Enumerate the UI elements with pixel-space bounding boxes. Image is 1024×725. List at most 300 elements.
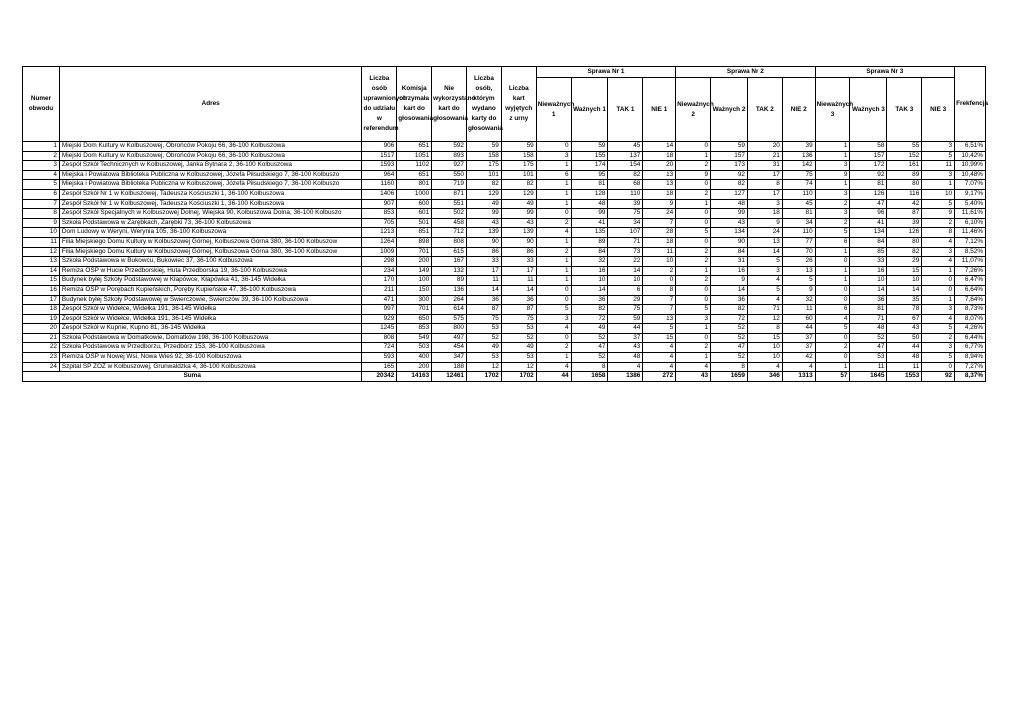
sum-cell: 57 <box>815 372 850 382</box>
table-cell: 2 <box>676 257 711 267</box>
header-komisja-otrzymala: Komisja otrzymała kart do głosowania <box>397 67 432 142</box>
table-cell: 705 <box>362 218 397 228</box>
table-cell: 36 <box>850 295 887 305</box>
table-cell: 53 <box>467 324 502 334</box>
table-cell: 549 <box>397 333 432 343</box>
table-cell: 0 <box>536 142 571 152</box>
cell-numer-obwodu: 22 <box>23 343 60 353</box>
table-cell: 157 <box>850 151 887 161</box>
table-cell: 36 <box>711 295 748 305</box>
table-cell: 82 <box>608 170 643 180</box>
table-cell: 75 <box>501 314 536 324</box>
table-cell: 129 <box>467 189 502 199</box>
table-cell: 68 <box>608 180 643 190</box>
table-cell: 6 <box>536 170 571 180</box>
cell-numer-obwodu: 10 <box>23 228 60 238</box>
table-cell: 32 <box>571 257 608 267</box>
header-niewazne-2: Nieważnych 2 <box>676 78 711 142</box>
table-cell: 898 <box>397 237 432 247</box>
table-cell: 45 <box>608 142 643 152</box>
table-cell: 4 <box>922 314 955 324</box>
table-cell: 81 <box>850 305 887 315</box>
table-cell: 16 <box>711 266 748 276</box>
table-cell: 75 <box>608 305 643 315</box>
cell-adres: Dom Ludowy w Weryni, Werynia 105, 36-100 Kolbuszowa <box>59 228 362 238</box>
table-cell: 5 <box>747 257 782 267</box>
table-cell: 1 <box>536 353 571 363</box>
table-cell: 1264 <box>362 237 397 247</box>
table-cell: 6 <box>815 237 850 247</box>
table-cell: 0 <box>676 237 711 247</box>
table-cell: 7,64% <box>955 295 986 305</box>
table-cell: 39 <box>887 218 922 228</box>
table-cell: 0 <box>676 285 711 295</box>
cell-adres: Miejski Dom Kultury w Kolbuszowej, Obrońców Pokoju 66, 36-100 Kolbuszowa <box>59 142 362 152</box>
cell-numer-obwodu: 7 <box>23 199 60 209</box>
header-wazne-2: Ważnych 2 <box>711 78 748 142</box>
table-cell: 11 <box>467 276 502 286</box>
table-cell: 497 <box>432 333 467 343</box>
cell-numer-obwodu: 12 <box>23 247 60 257</box>
table-cell: 84 <box>850 237 887 247</box>
table-cell: 10,42% <box>955 151 986 161</box>
table-row <box>23 266 986 276</box>
table-cell: 6,64% <box>955 285 986 295</box>
table-row <box>23 314 986 324</box>
table-row <box>23 295 986 305</box>
cell-numer-obwodu: 1 <box>23 142 60 152</box>
table-cell: 132 <box>432 266 467 276</box>
table-cell: 43 <box>608 343 643 353</box>
table-row <box>23 237 986 247</box>
table-row <box>23 199 986 209</box>
header-tak-2: TAK 2 <box>747 78 782 142</box>
table-cell: 29 <box>608 295 643 305</box>
table-cell: 18 <box>747 209 782 219</box>
table-row <box>23 209 986 219</box>
table-cell: 18 <box>643 189 676 199</box>
table-cell: 601 <box>397 209 432 219</box>
table-cell: 1 <box>536 189 571 199</box>
table-cell: 471 <box>362 295 397 305</box>
cell-numer-obwodu: 6 <box>23 189 60 199</box>
table-cell: 99 <box>501 209 536 219</box>
table-cell: 41 <box>850 218 887 228</box>
cell-numer-obwodu: 4 <box>23 170 60 180</box>
table-cell: 44 <box>782 324 815 334</box>
table-cell: 89 <box>887 170 922 180</box>
table-cell: 8 <box>747 324 782 334</box>
table-cell: 21 <box>747 151 782 161</box>
table-cell: 4 <box>922 257 955 267</box>
table-cell: 82 <box>501 180 536 190</box>
table-cell: 13 <box>747 237 782 247</box>
table-cell: 5 <box>536 305 571 315</box>
table-cell: 16 <box>571 266 608 276</box>
table-cell: 2 <box>536 247 571 257</box>
cell-numer-obwodu: 24 <box>23 362 60 372</box>
table-cell: 719 <box>432 180 467 190</box>
table-cell: 8 <box>922 228 955 238</box>
table-cell: 34 <box>782 218 815 228</box>
table-cell: 4 <box>676 362 711 372</box>
table-cell: 347 <box>432 353 467 363</box>
referendum-results-sheet <box>22 66 989 382</box>
sum-cell: 1313 <box>782 372 815 382</box>
table-cell: 575 <box>432 314 467 324</box>
table-cell: 86 <box>467 247 502 257</box>
table-cell: 11,07% <box>955 257 986 267</box>
table-cell: 997 <box>362 305 397 315</box>
table-cell: 47 <box>850 343 887 353</box>
header-karty-wyjete: Liczba kart wyjętych z urny <box>501 67 536 142</box>
table-cell: 14 <box>711 285 748 295</box>
table-cell: 0 <box>676 180 711 190</box>
cell-adres: Remiza OSP w Porębach Kupieńskich, Poręby Kupieńskie 47, 36-100 Kolbuszowa <box>59 285 362 295</box>
table-cell: 110 <box>782 189 815 199</box>
table-cell: 3 <box>747 199 782 209</box>
table-cell: 75 <box>608 209 643 219</box>
table-cell: 0 <box>536 285 571 295</box>
table-cell: 0 <box>815 333 850 343</box>
table-cell: 59 <box>711 142 748 152</box>
table-cell: 99 <box>711 209 748 219</box>
table-row <box>23 218 986 228</box>
table-cell: 4 <box>643 343 676 353</box>
table-cell: 906 <box>362 142 397 152</box>
cell-numer-obwodu: 17 <box>23 295 60 305</box>
table-cell: 45 <box>782 199 815 209</box>
table-cell: 150 <box>397 285 432 295</box>
table-cell: 154 <box>608 161 643 171</box>
table-cell: 158 <box>501 151 536 161</box>
sum-label: Suma <box>23 372 362 382</box>
table-cell: 503 <box>397 343 432 353</box>
table-cell: 4 <box>922 237 955 247</box>
table-cell: 2 <box>676 189 711 199</box>
table-cell: 24 <box>643 209 676 219</box>
header-niewykorzystano: Nie wykorzystano kart do głosowania <box>432 67 467 142</box>
table-cell: 2 <box>676 276 711 286</box>
table-cell: 907 <box>362 199 397 209</box>
cell-adres: Szkoła Podstawowa w Bukowcu, Bukowiec 37, 36-100 Kolbuszowa <box>59 257 362 267</box>
table-cell: 52 <box>711 333 748 343</box>
table-cell: 1 <box>676 151 711 161</box>
table-cell: 1 <box>536 266 571 276</box>
table-cell: 34 <box>608 218 643 228</box>
table-row <box>23 228 986 238</box>
table-cell: 71 <box>850 314 887 324</box>
table-cell: 175 <box>501 161 536 171</box>
table-cell: 14 <box>850 285 887 295</box>
table-cell: 5 <box>922 151 955 161</box>
header-nie-1: NIE 1 <box>643 78 676 142</box>
table-cell: 8,73% <box>955 305 986 315</box>
table-cell: 701 <box>397 247 432 257</box>
table-cell: 651 <box>397 142 432 152</box>
table-cell: 6,77% <box>955 343 986 353</box>
table-cell: 16 <box>850 266 887 276</box>
cell-adres: Remiza OSP w Hucie Przedborskiej, Huta Przedborska 19, 36-100 Kolbuszowa <box>59 266 362 276</box>
table-cell: 43 <box>887 324 922 334</box>
table-cell: 10 <box>922 189 955 199</box>
table-cell: 1009 <box>362 247 397 257</box>
table-cell: 13 <box>782 266 815 276</box>
sum-cell: 44 <box>536 372 571 382</box>
table-cell: 18 <box>643 151 676 161</box>
table-cell: 15 <box>643 333 676 343</box>
table-cell: 73 <box>608 247 643 257</box>
table-cell: 893 <box>432 151 467 161</box>
table-cell: 5 <box>643 324 676 334</box>
table-cell: 128 <box>571 189 608 199</box>
table-cell: 0 <box>922 276 955 286</box>
sum-cell: 346 <box>747 372 782 382</box>
table-cell: 11 <box>887 362 922 372</box>
table-cell: 5 <box>747 285 782 295</box>
table-cell: 454 <box>432 343 467 353</box>
table-cell: 11,61% <box>955 209 986 219</box>
table-cell: 17 <box>747 189 782 199</box>
table-cell: 8 <box>643 285 676 295</box>
table-cell: 0 <box>676 142 711 152</box>
table-cell: 7,12% <box>955 237 986 247</box>
table-cell: 2 <box>815 343 850 353</box>
table-cell: 49 <box>501 343 536 353</box>
header-numer-obwodu: Numer obwodu <box>23 67 60 142</box>
table-cell: 200 <box>397 362 432 372</box>
table-cell: 264 <box>432 295 467 305</box>
table-cell: 7 <box>643 295 676 305</box>
table-cell: 11 <box>850 362 887 372</box>
table-cell: 173 <box>711 161 748 171</box>
header-nie-2: NIE 2 <box>782 78 815 142</box>
table-cell: 1 <box>922 295 955 305</box>
table-cell: 0 <box>922 362 955 372</box>
table-cell: 15 <box>887 266 922 276</box>
table-cell: 13 <box>643 314 676 324</box>
table-cell: 3 <box>922 142 955 152</box>
cell-numer-obwodu: 8 <box>23 209 60 219</box>
cell-adres: Miejska i Powiatowa Biblioteka Publiczna w Kolbuszowej, Józefa Piłsudskiego 7, 36-100 Kolbuszo <box>59 180 362 190</box>
table-cell: 95 <box>571 170 608 180</box>
table-cell: 11 <box>782 305 815 315</box>
table-cell: 7 <box>643 305 676 315</box>
table-cell: 92 <box>850 170 887 180</box>
table-cell: 8 <box>747 180 782 190</box>
table-cell: 59 <box>467 142 502 152</box>
table-cell: 84 <box>571 247 608 257</box>
table-cell: 58 <box>850 142 887 152</box>
cell-adres: Szpital SP ZOZ w Kolbuszowej, Grunwaldzka 4, 36-100 Kolbuszowa <box>59 362 362 372</box>
cell-adres: Zespół Szkół w Widełce, Widełka 191, 36-145 Widełka <box>59 305 362 315</box>
header-frekwencja: Frekfencja <box>955 67 986 142</box>
cell-numer-obwodu: 21 <box>23 333 60 343</box>
table-cell: 8 <box>571 362 608 372</box>
cell-numer-obwodu: 16 <box>23 285 60 295</box>
table-cell: 12 <box>467 362 502 372</box>
table-cell: 14 <box>608 266 643 276</box>
table-cell: 4 <box>643 353 676 363</box>
table-cell: 15 <box>747 333 782 343</box>
table-cell: 47 <box>850 199 887 209</box>
table-cell: 172 <box>850 161 887 171</box>
table-cell: 4 <box>643 362 676 372</box>
table-cell: 49 <box>501 199 536 209</box>
table-body <box>23 142 986 372</box>
table-cell: 724 <box>362 343 397 353</box>
table-cell: 2 <box>922 333 955 343</box>
table-cell: 615 <box>432 247 467 257</box>
table-cell: 800 <box>432 324 467 334</box>
table-cell: 1 <box>536 199 571 209</box>
table-row <box>23 333 986 343</box>
table-cell: 48 <box>850 324 887 334</box>
table-cell: 10 <box>747 343 782 353</box>
table-cell: 44 <box>887 343 922 353</box>
table-cell: 155 <box>571 151 608 161</box>
table-cell: 211 <box>362 285 397 295</box>
table-cell: 116 <box>887 189 922 199</box>
table-cell: 59 <box>608 314 643 324</box>
table-cell: 39 <box>782 142 815 152</box>
cell-numer-obwodu: 19 <box>23 314 60 324</box>
table-cell: 71 <box>747 305 782 315</box>
table-row <box>23 247 986 257</box>
table-cell: 701 <box>397 305 432 315</box>
table-cell: 6,47% <box>955 276 986 286</box>
table-cell: 6,51% <box>955 142 986 152</box>
table-cell: 14 <box>887 285 922 295</box>
table-cell: 593 <box>362 353 397 363</box>
table-cell: 31 <box>711 257 748 267</box>
cell-numer-obwodu: 18 <box>23 305 60 315</box>
table-cell: 5 <box>922 353 955 363</box>
table-cell: 927 <box>432 161 467 171</box>
table-cell: 14 <box>571 285 608 295</box>
sum-cell: 1702 <box>467 372 502 382</box>
sum-cell: 1659 <box>711 372 748 382</box>
table-cell: 4 <box>782 362 815 372</box>
sum-row <box>23 372 986 382</box>
table-cell: 964 <box>362 170 397 180</box>
table-cell: 0 <box>676 209 711 219</box>
table-cell: 52 <box>467 333 502 343</box>
table-cell: 78 <box>887 305 922 315</box>
table-cell: 53 <box>501 353 536 363</box>
table-cell: 4 <box>536 324 571 334</box>
table-cell: 1 <box>676 324 711 334</box>
table-cell: 501 <box>397 218 432 228</box>
header-sprawa-3: Sprawa Nr 3 <box>815 67 954 78</box>
table-cell: 14 <box>643 142 676 152</box>
table-cell: 53 <box>467 353 502 363</box>
table-cell: 24 <box>747 228 782 238</box>
table-cell: 0 <box>815 353 850 363</box>
table-cell: 101 <box>467 170 502 180</box>
table-cell: 87 <box>467 305 502 315</box>
table-cell: 70 <box>782 247 815 257</box>
table-cell: 10 <box>608 276 643 286</box>
table-cell: 81 <box>850 180 887 190</box>
table-cell: 1593 <box>362 161 397 171</box>
sum-cell: 92 <box>922 372 955 382</box>
table-cell: 1000 <box>397 189 432 199</box>
table-cell: 43 <box>711 218 748 228</box>
table-cell: 10 <box>887 276 922 286</box>
table-cell: 32 <box>782 295 815 305</box>
table-cell: 3 <box>815 161 850 171</box>
table-cell: 22 <box>608 257 643 267</box>
table-cell: 0 <box>536 209 571 219</box>
header-adres: Adres <box>59 67 362 142</box>
table-cell: 41 <box>571 218 608 228</box>
table-cell: 929 <box>362 314 397 324</box>
table-cell: 52 <box>711 324 748 334</box>
table-cell: 614 <box>432 305 467 315</box>
table-cell: 85 <box>850 247 887 257</box>
table-cell: 129 <box>501 189 536 199</box>
table-cell: 3 <box>536 314 571 324</box>
table-cell: 4 <box>536 228 571 238</box>
header-sprawa-1: Sprawa Nr 1 <box>536 67 675 78</box>
table-cell: 14 <box>747 247 782 257</box>
header-tak-3: TAK 3 <box>887 78 922 142</box>
header-niewazne-1: Nieważnych 1 <box>536 78 571 142</box>
table-cell: 4 <box>747 276 782 286</box>
table-cell: 49 <box>467 343 502 353</box>
table-cell: 72 <box>571 314 608 324</box>
table-cell: 11 <box>643 247 676 257</box>
table-row <box>23 343 986 353</box>
table-cell: 1051 <box>397 151 432 161</box>
table-cell: 36 <box>571 295 608 305</box>
table-cell: 136 <box>432 285 467 295</box>
table-cell: 67 <box>887 314 922 324</box>
table-cell: 99 <box>467 209 502 219</box>
table-cell: 17 <box>467 266 502 276</box>
table-cell: 81 <box>571 180 608 190</box>
cell-adres: Zespół Szkół w Widełce, Widełka 191, 36-145 Widełka <box>59 314 362 324</box>
header-sprawa-2: Sprawa Nr 2 <box>676 67 815 78</box>
table-cell: 82 <box>887 247 922 257</box>
header-wazne-3: Ważnych 3 <box>850 78 887 142</box>
table-cell: 92 <box>711 170 748 180</box>
table-cell: 1 <box>815 142 850 152</box>
table-cell: 90 <box>501 237 536 247</box>
table-cell: 149 <box>397 266 432 276</box>
table-cell: 0 <box>815 295 850 305</box>
table-cell: 20 <box>747 142 782 152</box>
table-cell: 33 <box>501 257 536 267</box>
header-wydano-karty: Liczba osób, którym wydano karty do głosowania <box>467 67 502 142</box>
table-cell: 0 <box>676 218 711 228</box>
cell-numer-obwodu: 11 <box>23 237 60 247</box>
table-cell: 48 <box>571 199 608 209</box>
table-cell: 6 <box>608 285 643 295</box>
sum-cell: 43 <box>676 372 711 382</box>
table-row <box>23 276 986 286</box>
table-cell: 134 <box>850 228 887 238</box>
table-cell: 157 <box>711 151 748 161</box>
cell-adres: Zespół Szkół Nr 1 w Kolbuszowej, Tadeusza Kościuszki 1, 36-100 Kolbuszowa <box>59 199 362 209</box>
table-cell: 53 <box>501 324 536 334</box>
table-cell: 52 <box>571 333 608 343</box>
table-cell: 5,40% <box>955 199 986 209</box>
sum-cell: 272 <box>643 372 676 382</box>
cell-adres: Budynek byłej Szkoły Podstawowej w Kłapówce, Kłapówka 41, 36-145 Widełka <box>59 276 362 286</box>
table-cell: 158 <box>467 151 502 161</box>
